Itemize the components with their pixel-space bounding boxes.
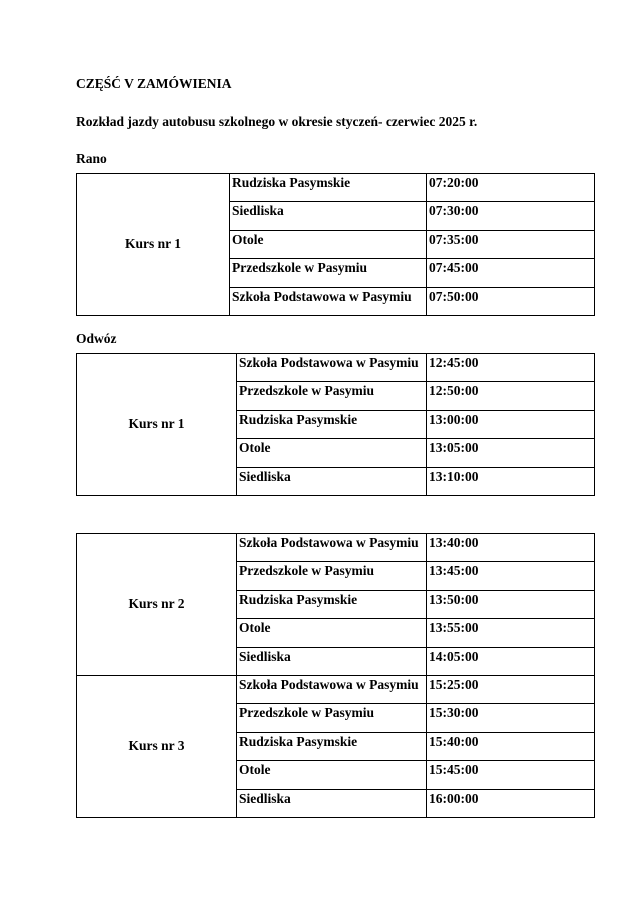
departure-time: 07:30:00 bbox=[427, 202, 595, 230]
course-label: Kurs nr 1 bbox=[77, 354, 237, 496]
stop-name: Siedliska bbox=[237, 647, 427, 675]
departure-time: 13:00:00 bbox=[427, 410, 595, 438]
stop-name: Rudziska Pasymskie bbox=[237, 590, 427, 618]
stop-name: Szkoła Podstawowa w Pasymiu bbox=[237, 675, 427, 703]
table-row bbox=[77, 675, 595, 703]
stop-name: Siedliska bbox=[230, 202, 427, 230]
table-row bbox=[77, 354, 595, 382]
stop-name: Przedszkole w Pasymiu bbox=[237, 562, 427, 590]
table-row bbox=[77, 174, 595, 202]
stop-name: Otole bbox=[237, 439, 427, 467]
stop-name: Szkoła Podstawowa w Pasymiu bbox=[237, 354, 427, 382]
table-row bbox=[77, 534, 595, 562]
section-header: CZĘŚĆ V ZAMÓWIENIA bbox=[76, 76, 232, 91]
stop-name: Rudziska Pasymskie bbox=[230, 174, 427, 202]
departure-time: 12:45:00 bbox=[427, 354, 595, 382]
departure-time: 14:05:00 bbox=[427, 647, 595, 675]
rano-heading: Rano bbox=[76, 151, 107, 166]
departure-time: 15:40:00 bbox=[427, 732, 595, 760]
stop-name: Rudziska Pasymskie bbox=[237, 732, 427, 760]
stop-name: Otole bbox=[237, 761, 427, 789]
departure-time: 13:10:00 bbox=[427, 467, 595, 495]
departure-time: 07:20:00 bbox=[427, 174, 595, 202]
course-label: Kurs nr 1 bbox=[77, 174, 230, 316]
stop-name: Przedszkole w Pasymiu bbox=[230, 259, 427, 287]
stop-name: Przedszkole w Pasymiu bbox=[237, 382, 427, 410]
stop-name: Rudziska Pasymskie bbox=[237, 410, 427, 438]
departure-time: 13:05:00 bbox=[427, 439, 595, 467]
stop-name: Szkoła Podstawowa w Pasymiu bbox=[230, 287, 427, 315]
course-label: Kurs nr 3 bbox=[77, 675, 237, 817]
departure-time: 07:50:00 bbox=[427, 287, 595, 315]
odwoz-schedule-table-1 bbox=[76, 353, 595, 496]
odwoz-heading: Odwóz bbox=[76, 331, 117, 346]
stop-name: Otole bbox=[230, 230, 427, 258]
course-label: Kurs nr 2 bbox=[77, 534, 237, 676]
stop-name: Siedliska bbox=[237, 789, 427, 817]
departure-time: 15:30:00 bbox=[427, 704, 595, 732]
odwoz-schedule-table-2 bbox=[76, 533, 595, 818]
departure-time: 07:35:00 bbox=[427, 230, 595, 258]
departure-time: 13:45:00 bbox=[427, 562, 595, 590]
departure-time: 15:25:00 bbox=[427, 675, 595, 703]
departure-time: 15:45:00 bbox=[427, 761, 595, 789]
departure-time: 13:50:00 bbox=[427, 590, 595, 618]
departure-time: 12:50:00 bbox=[427, 382, 595, 410]
stop-name: Otole bbox=[237, 619, 427, 647]
stop-name: Przedszkole w Pasymiu bbox=[237, 704, 427, 732]
departure-time: 13:55:00 bbox=[427, 619, 595, 647]
departure-time: 13:40:00 bbox=[427, 534, 595, 562]
departure-time: 07:45:00 bbox=[427, 259, 595, 287]
departure-time: 16:00:00 bbox=[427, 789, 595, 817]
stop-name: Siedliska bbox=[237, 467, 427, 495]
rano-schedule-table bbox=[76, 173, 595, 316]
stop-name: Szkoła Podstawowa w Pasymiu bbox=[237, 534, 427, 562]
document-subtitle: Rozkład jazdy autobusu szkolnego w okresie styczeń- czerwiec 2025 r. bbox=[76, 114, 478, 129]
